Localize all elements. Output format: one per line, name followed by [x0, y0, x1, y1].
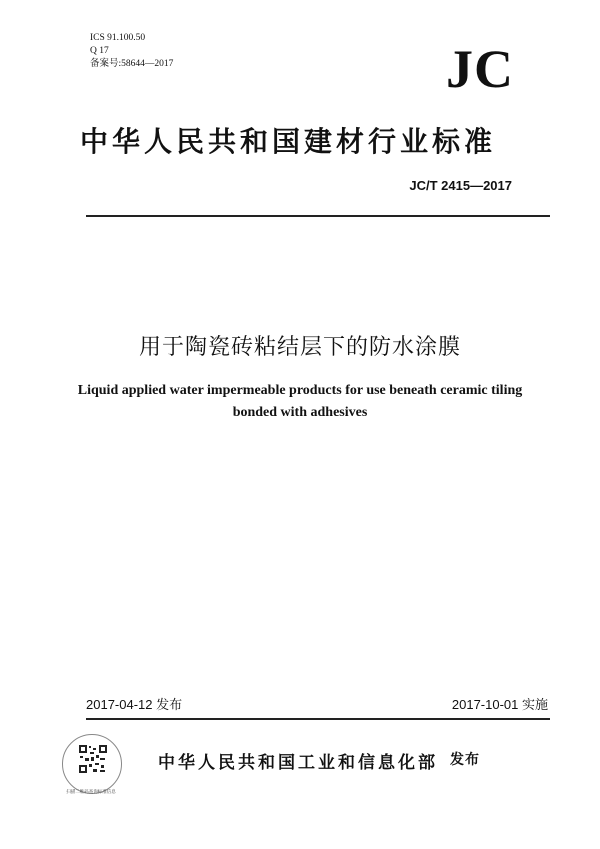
record-number: 备案号:58644—2017: [90, 59, 174, 69]
standard-number: JC/T 2415—2017: [409, 178, 512, 193]
jc-logo: JC: [446, 39, 514, 99]
ccs-code: Q 17: [90, 46, 109, 56]
ics-code: ICS 91.100.50: [90, 33, 146, 43]
document-metadata: [90, 32, 173, 71]
issue-label: 发布: [450, 752, 480, 768]
standard-category-title: 中华人民共和国建材行业标准: [80, 125, 497, 158]
bottom-divider: [86, 718, 550, 720]
title-english-line-2: bonded with adhesives: [232, 405, 368, 420]
issuing-authority: 中华人民共和国工业和信息化部: [158, 753, 438, 773]
title-english: [60, 380, 540, 424]
top-divider: [86, 215, 550, 217]
title-english-line-1: Liquid applied water impermeable products for use beneath ceramic tiling: [77, 383, 523, 398]
title-chinese: 用于陶瓷砖粘结层下的防水涂膜: [138, 335, 461, 360]
release-date: 2017-04-12 发布: [86, 697, 183, 712]
qr-code-icon: [78, 744, 108, 774]
seal-caption: 扫描二维码查询标准信息: [66, 790, 116, 795]
implementation-date: 2017-10-01 实施: [451, 697, 548, 712]
